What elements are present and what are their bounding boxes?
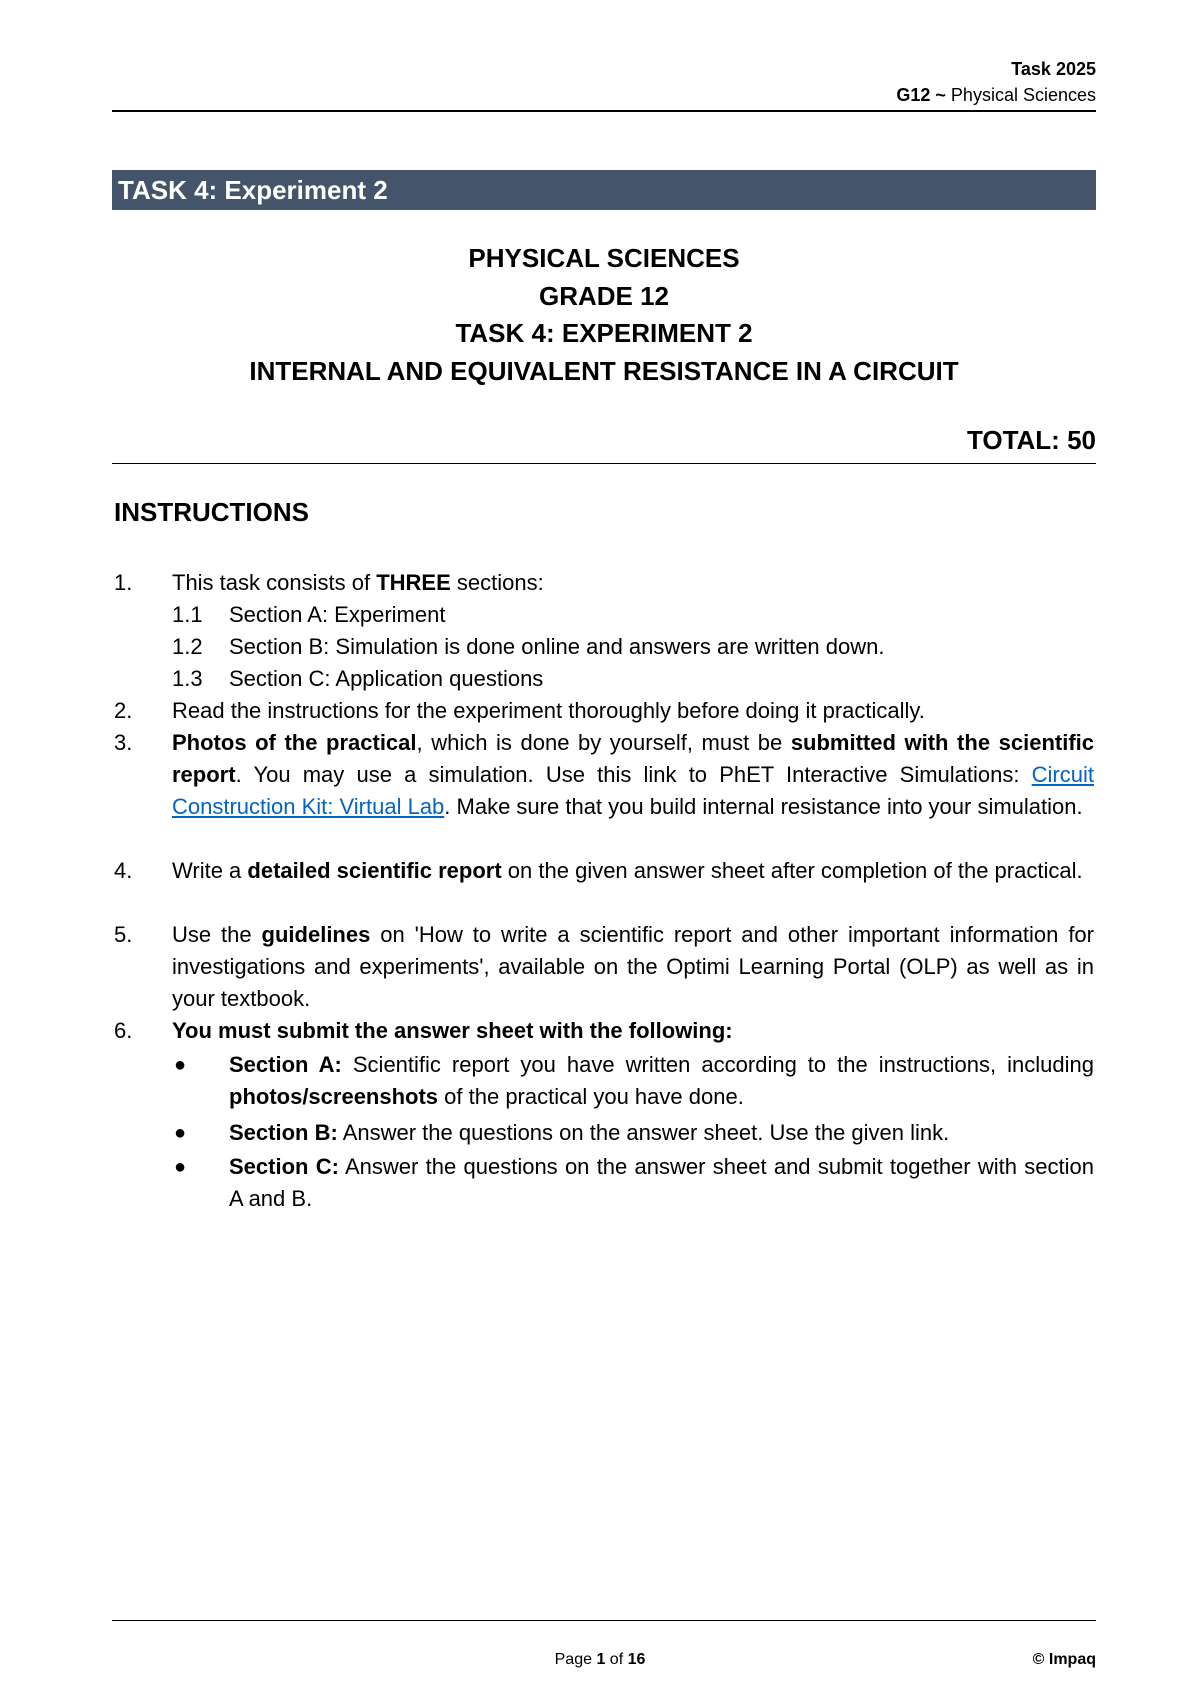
item-number: 2. [114,698,133,723]
title-rule [112,463,1096,464]
bullet-section-a [112,1049,1096,1113]
item-text: Read the instructions for the experiment thoroughly before doing it practically. [172,698,925,723]
item-number: 1. [114,570,133,595]
instructions-heading: INSTRUCTIONS [114,497,309,527]
copyright: © Impaq [1032,1651,1096,1668]
page-number: Page 1 of 16 [554,1651,646,1668]
sub-item-number: 1.3 [172,666,203,691]
instruction-item-4 [112,855,1096,919]
header-subject: G12 ~ Physical Sciences [896,85,1096,105]
title-topic: INTERNAL AND EQUIVALENT RESISTANCE IN A CIRCUIT [249,355,959,386]
instruction-item-6 [112,1015,1096,1047]
bullet-text: Section B: Answer the questions on the answer sheet. Use the given link. [229,1120,950,1145]
bullet-icon: ● [174,1054,187,1076]
instruction-item-3 [112,727,1096,855]
item-number: 6. [114,1018,133,1043]
sub-item-text: Section B: Simulation is done online and answers are written down. [229,634,885,659]
bullet-section-b [112,1117,1096,1149]
title-grade: GRADE 12 [538,280,670,311]
sub-item-text: Section C: Application questions [229,666,544,691]
instruction-item-2 [112,695,1096,727]
bullet-text: Section C: Answer the questions on the answer sheet and submit together with section A and B. [229,1154,1094,1211]
header-task-year: Task 2025 [1011,59,1096,79]
phet-simulation-link[interactable]: Circuit Construction Kit: Virtual Lab [172,762,1094,819]
section-banner: TASK 4: Experiment 2 [112,170,1096,210]
total-marks: TOTAL: 50 [966,425,1096,455]
instruction-item-1 [112,567,1096,599]
item-text: You must submit the answer sheet with the following: [172,1018,733,1043]
item-number: 5. [114,922,133,947]
footer-rule [112,1620,1096,1621]
bullet-icon: ● [174,1156,187,1178]
bullet-section-c [112,1151,1096,1215]
item-number: 4. [114,858,133,883]
item-number: 3. [114,730,133,755]
page-header [112,56,1096,108]
item-text: Write a detailed scientific report on the given answer sheet after completion of the practical. [172,858,1083,883]
title-subject: PHYSICAL SCIENCES [468,243,740,273]
item-text: This task consists of THREE sections: [172,570,544,595]
item-text: Use the guidelines on 'How to write a scientific report and other important information for investigations and experiments', available on the Optimi Learning Portal (OLP) as well as in your textbook. [172,922,1094,1011]
item-text: Photos of the practical, which is done by yourself, must be submitted with the scientific report. You may use a simulation. Use this link to PhET Interactive Simulations: Circuit Construction Kit: Virtual Lab. Make sure that you build internal resistance into your simulation. [172,730,1094,819]
header-rule [112,110,1096,112]
title-task: TASK 4: EXPERIMENT 2 [455,318,753,348]
sub-item-number: 1.1 [172,602,203,627]
sub-item-number: 1.2 [172,634,203,659]
instruction-item-5 [112,919,1096,1015]
bullet-text: Section A: Scientific report you have written according to the instructions, including photos/screenshots of the practical you have done. [229,1052,1094,1109]
sub-item-text: Section A: Experiment [229,602,446,627]
bullet-icon: ● [174,1122,187,1144]
document-title-block [112,240,1096,390]
